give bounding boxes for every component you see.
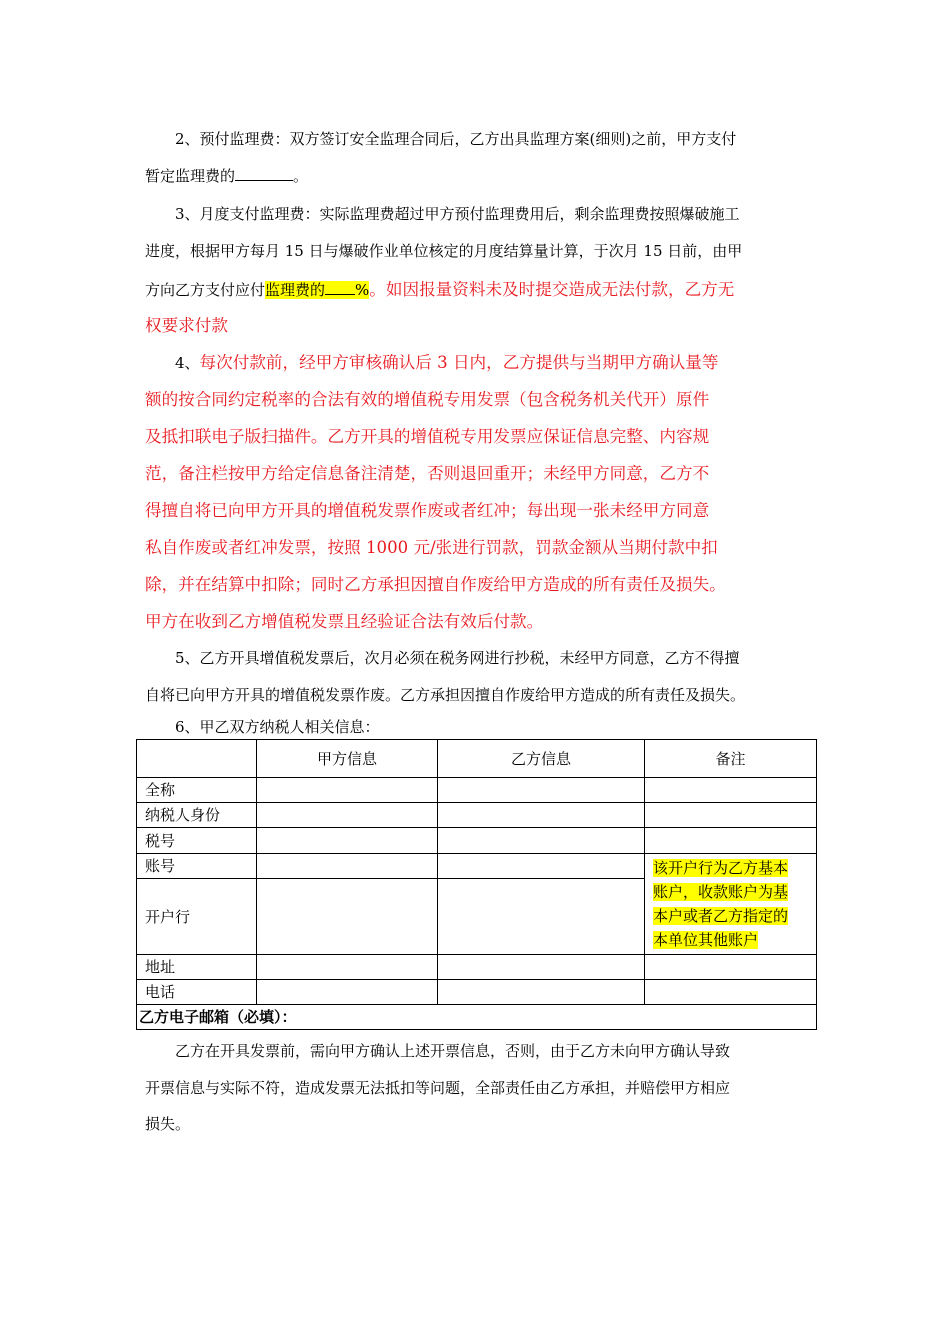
remark-cell[interactable] <box>645 778 817 803</box>
clause-3-red-text: 。如因报量资料未及时提交造成无法付款，乙方无 <box>369 280 735 299</box>
blank-fill-field[interactable] <box>235 166 293 181</box>
clause-4-line-8: 甲方在收到乙方增值税发票且经验证合法有效后付款。 <box>145 612 544 631</box>
note-line-3: 本户或者乙方指定的 <box>653 907 789 925</box>
clause-2-period: 。 <box>293 167 309 185</box>
header-cell-blank <box>137 740 257 778</box>
clause-2-line-1: 2、预付监理费：双方签订安全监理合同后，乙方出具监理方案(细则)之前，甲方支付 <box>175 130 737 148</box>
clause-4-text: 每次付款前，经甲方审核确认后 3 日内，乙方提供与当期甲方确认量等 <box>199 353 719 372</box>
table-row <box>137 980 817 1005</box>
clause-4-line-5: 得擅自将已向甲方开具的增值税发票作废或者红冲；每出现一张未经甲方同意 <box>145 501 710 520</box>
remark-cell[interactable] <box>645 955 817 980</box>
percent-blank-field[interactable] <box>325 280 355 295</box>
header-remarks: 备注 <box>645 740 817 778</box>
clause-4-line-4: 范，备注栏按甲方给定信息备注清楚，否则退回重开；未经甲方同意，乙方不 <box>145 464 710 483</box>
closing-line-1: 乙方在开具发票前，需向甲方确认上述开票信息，否则，由于乙方未向甲方确认导致 <box>175 1042 731 1060</box>
party-b-cell[interactable] <box>438 955 645 980</box>
fee-label: 监理费的 <box>265 281 326 299</box>
row-label-taxpayer-status: 纳税人身份 <box>137 803 257 828</box>
bank-account-note <box>645 854 817 955</box>
table-row <box>137 955 817 980</box>
clause-5-line-2: 自将已向甲方开具的增值税发票作废。乙方承担因擅自作废给甲方造成的所有责任及损失。 <box>145 686 746 704</box>
party-a-cell[interactable] <box>257 955 438 980</box>
clause-4-line-1 <box>175 349 718 373</box>
remark-cell[interactable] <box>645 803 817 828</box>
clause-3-line-3 <box>145 276 734 300</box>
clause-4-line-7: 除，并在结算中扣除；同时乙方承担因擅自作废给甲方造成的所有责任及损失。 <box>145 575 726 594</box>
table-header-row <box>137 740 817 778</box>
party-b-cell[interactable] <box>438 879 645 955</box>
table-row <box>137 803 817 828</box>
row-label-account-number: 账号 <box>137 854 257 879</box>
row-label-full-name: 全称 <box>137 778 257 803</box>
clause-2-text: 暂定监理费的 <box>145 167 236 185</box>
party-b-email-label[interactable]: 乙方电子邮箱（必填）： <box>137 1005 817 1030</box>
party-b-cell[interactable] <box>438 980 645 1005</box>
header-party-b-info: 乙方信息 <box>438 740 645 778</box>
table-row <box>137 854 817 879</box>
note-line-4: 本单位其他账户 <box>653 931 759 949</box>
party-a-cell[interactable] <box>257 778 438 803</box>
taxpayer-info-table <box>136 739 817 1030</box>
closing-line-3: 损失。 <box>145 1115 191 1133</box>
party-b-cell[interactable] <box>438 828 645 854</box>
party-b-cell[interactable] <box>438 778 645 803</box>
party-a-cell[interactable] <box>257 879 438 955</box>
clause-4-line-3: 及抵扣联电子版扫描件。乙方开具的增值税专用发票应保证信息完整、内容规 <box>145 427 710 446</box>
clause-5-line-1: 5、乙方开具增值税发票后，次月必须在税务网进行抄税，未经甲方同意，乙方不得擅 <box>175 649 740 667</box>
remark-cell[interactable] <box>645 828 817 854</box>
row-label-tax-id: 税号 <box>137 828 257 854</box>
clause-4-number: 4、 <box>175 354 200 372</box>
email-row <box>137 1005 817 1030</box>
row-label-bank: 开户行 <box>137 879 257 955</box>
header-party-a-info: 甲方信息 <box>257 740 438 778</box>
party-b-cell[interactable] <box>438 803 645 828</box>
row-label-address: 地址 <box>137 955 257 980</box>
clause-6-heading: 6、甲乙双方纳税人相关信息： <box>175 718 380 736</box>
closing-line-2: 开票信息与实际不符，造成发票无法抵扣等问题，全部责任由乙方承担，并赔偿甲方相应 <box>145 1079 731 1097</box>
remark-cell[interactable] <box>645 980 817 1005</box>
highlighted-fee-text <box>265 281 369 299</box>
note-line-2: 账户，收款账户为基 <box>653 883 789 901</box>
clause-4-line-6: 私自作废或者红冲发票，按照 1000 元/张进行罚款，罚款金额从当期付款中扣 <box>145 538 718 557</box>
clause-3-text: 方向乙方支付应付 <box>145 281 266 299</box>
clause-3-line-4: 权要求付款 <box>145 316 228 335</box>
clause-2-line-2 <box>145 165 308 186</box>
table-row <box>137 828 817 854</box>
clause-4-line-2: 额的按合同约定税率的合法有效的增值税专用发票（包含税务机关代开）原件 <box>145 390 710 409</box>
row-label-phone: 电话 <box>137 980 257 1005</box>
party-a-cell[interactable] <box>257 980 438 1005</box>
table-row <box>137 778 817 803</box>
party-a-cell[interactable] <box>257 803 438 828</box>
note-line-1: 该开户行为乙方基本 <box>653 859 789 877</box>
percent-sign: % <box>355 281 370 299</box>
party-b-cell[interactable] <box>438 854 645 879</box>
clause-3-line-1: 3、月度支付监理费：实际监理费超过甲方预付监理费用后，剩余监理费按照爆破施工 <box>175 205 740 223</box>
party-a-cell[interactable] <box>257 828 438 854</box>
party-a-cell[interactable] <box>257 854 438 879</box>
clause-3-line-2: 进度，根据甲方每月 15 日与爆破作业单位核定的月度结算量计算，于次月 15 日前，由甲 <box>145 242 743 260</box>
